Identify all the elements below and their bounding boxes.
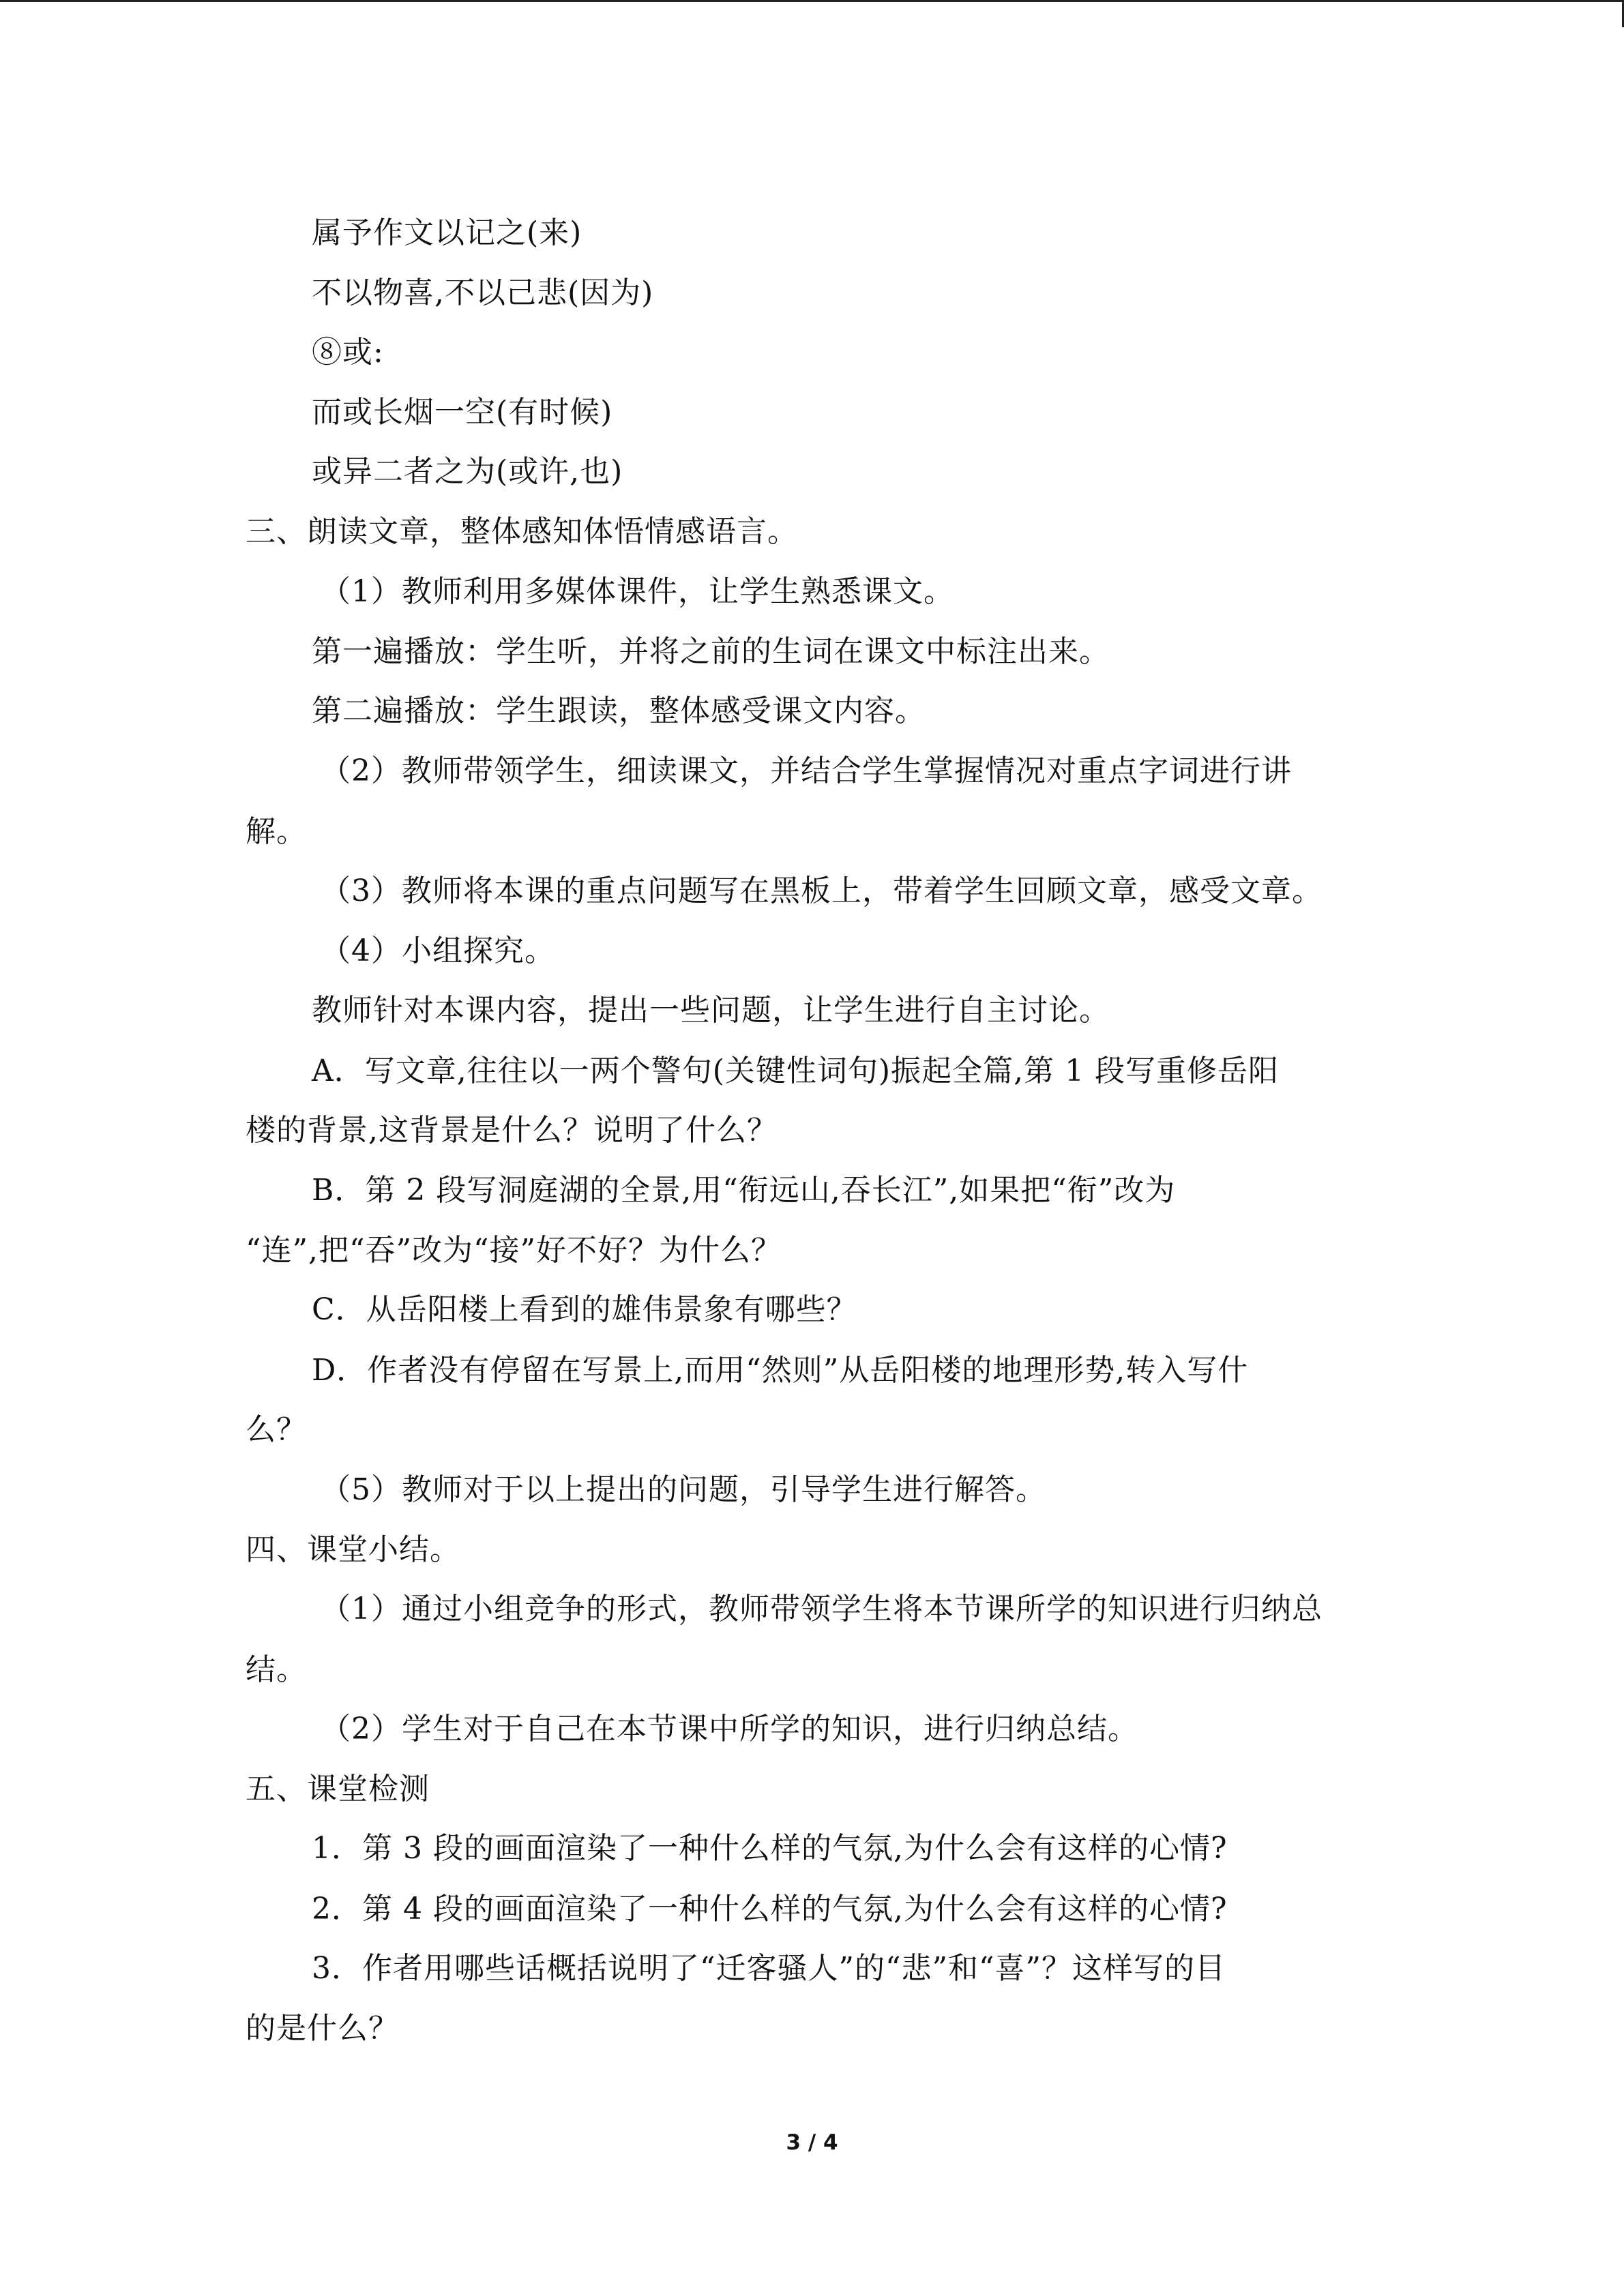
text-line: （5）教师对于以上提出的问题，引导学生进行解答。 — [321, 1472, 1046, 1507]
text-line: 2．第 4 段的画面渲染了一种什么样的气氛,为什么会有这样的心情? — [312, 1892, 1228, 1926]
text-line: 1．第 3 段的画面渲染了一种什么样的气氛,为什么会有这样的心情? — [312, 1831, 1228, 1866]
text-line: 或异二者之为(或许,也) — [312, 454, 623, 489]
text-line: 第一遍播放：学生听，并将之前的生词在课文中标注出来。 — [312, 634, 1110, 669]
text-line: 教师针对本课内容，提出一些问题，让学生进行自主讨论。 — [312, 993, 1110, 1028]
text-line: （3）教师将本课的重点问题写在黑板上，带着学生回顾文章，感受文章。 — [321, 874, 1323, 908]
section-heading: 四、课堂小结。 — [246, 1532, 460, 1567]
text-line: 属予作文以记之(来) — [312, 215, 582, 250]
text-line: C．从岳阳楼上看到的雄伟景象有哪些？ — [312, 1292, 857, 1327]
text-line: （1）通过小组竞争的形式，教师带领学生将本节课所学的知识进行归纳总 — [321, 1592, 1323, 1626]
section-heading: 三、朗读文章，整体感知体悟情感语言。 — [246, 514, 798, 549]
text-line: 结。 — [246, 1652, 307, 1687]
text-line: 不以物喜,不以己悲(因为) — [312, 275, 654, 310]
text-line: （4）小组探究。 — [321, 934, 555, 968]
text-line: 而或长烟一空(有时候) — [312, 395, 613, 430]
text-line: B．第 2 段写洞庭湖的全景,用“衔远山,吞长江”,如果把“衔”改为 — [312, 1173, 1176, 1208]
text-line: 楼的背景,这背景是什么？说明了什么？ — [246, 1113, 778, 1148]
section-heading: 五、课堂检测 — [246, 1772, 430, 1806]
text-line: （2）教师带领学生，细读课文，并结合学生掌握情况对重点字词进行讲 — [321, 754, 1292, 788]
text-line: A．写文章,往往以一两个警句(关键性词句)振起全篇,第 1 段写重修岳阳 — [312, 1054, 1280, 1088]
text-line: （1）教师利用多媒体课件，让学生熟悉课文。 — [321, 574, 954, 609]
text-line: 第二遍播放：学生跟读，整体感受课文内容。 — [312, 694, 926, 728]
page-number: 3 / 4 — [786, 2130, 838, 2155]
text-line: 解。 — [246, 814, 307, 849]
text-line: “连”,把“吞”改为“接”好不好？为什么？ — [246, 1233, 782, 1268]
text-line: D．作者没有停留在写景上,而用“然则”从岳阳楼的地理形势,转入写什 — [312, 1353, 1249, 1388]
text-line: 的是什么？ — [246, 2011, 399, 2046]
text-line: 么？ — [246, 1412, 307, 1447]
text-line: 3．作者用哪些话概括说明了“迁客骚人”的“悲”和“喜”？这样写的目 — [312, 1951, 1226, 1986]
text-line: ⑧或: — [312, 335, 384, 370]
text-line: （2）学生对于自己在本节课中所学的知识，进行归纳总结。 — [321, 1712, 1138, 1746]
